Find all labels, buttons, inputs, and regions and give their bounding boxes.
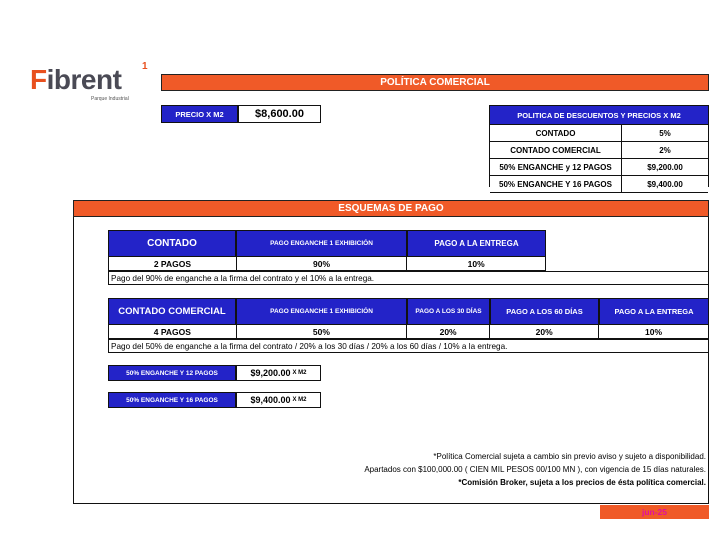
discount-row (490, 159, 708, 176)
discount-row (490, 176, 708, 193)
comercial-col-enganche: PAGO ENGANCHE 1 EXHIBICIÓN (236, 298, 407, 325)
plan12-price (236, 365, 321, 381)
discount-table-title: POLITICA DE DESCUENTOS Y PRECIOS X M2 (490, 106, 708, 125)
comercial-value: 10% (599, 325, 709, 339)
discount-value: 2% (659, 145, 671, 155)
price-value: $8,600.00 (238, 105, 321, 123)
plan12-unit: X M2 (292, 370, 307, 376)
plan16-value: $9,400.00 (250, 395, 291, 405)
contado-value: 2 PAGOS (109, 257, 237, 271)
comercial-note: Pago del 50% de enganche a la firma del contrato / 20% a los 30 días / 20% a los 60 días / 10% a la entrega. (108, 339, 709, 353)
plan16-unit: X M2 (292, 397, 307, 403)
contado-col-entrega: PAGO A LA ENTREGA (407, 230, 546, 257)
footnote-policy: *Política Comercial sujeta a cambio sin previo aviso y sujeto a disponibilidad. (433, 452, 706, 461)
page-title (161, 74, 709, 91)
contado-values-row (108, 257, 546, 271)
discount-value: 5% (659, 128, 671, 138)
price-label: PRECIO X M2 (161, 105, 238, 123)
page-title-text: POLÍTICA COMERCIAL (380, 77, 490, 88)
fibrent-logo (30, 63, 160, 107)
contado-value: 90% (237, 257, 407, 271)
discount-row (490, 125, 708, 142)
plan16-label: 50% ENGANCHE Y 16 PAGOS (108, 392, 236, 408)
comercial-values-row (108, 325, 709, 339)
schemes-title (73, 200, 709, 217)
logo-superscript: 1 (142, 61, 148, 72)
comercial-col-30: PAGO A LOS 30 DÍAS (407, 298, 490, 325)
logo-tagline: Parque Industrial (91, 96, 129, 102)
contado-note: Pago del 90% de enganche a la firma del contrato y el 10% a la entrega. (108, 271, 709, 285)
contado-value: 10% (407, 257, 546, 271)
discount-table (489, 105, 709, 187)
comercial-col-60: PAGO A LOS 60 DÍAS (490, 298, 599, 325)
discount-value: $9,200.00 (647, 162, 683, 172)
comercial-col-entrega: PAGO A LA ENTREGA (599, 298, 709, 325)
schemes-title-text: ESQUEMAS DE PAGO (338, 203, 444, 214)
discount-label: 50% ENGANCHE Y 16 PAGOS (490, 176, 622, 192)
comercial-value: 20% (407, 325, 490, 339)
plan12-label: 50% ENGANCHE Y 12 PAGOS (108, 365, 236, 381)
comercial-header: CONTADO COMERCIAL (108, 298, 236, 325)
discount-label: CONTADO COMERCIAL (490, 142, 622, 158)
comercial-value: 50% (237, 325, 407, 339)
discount-label: CONTADO (490, 125, 622, 141)
logo-brand: Fibrent (30, 64, 122, 95)
date-badge: jun-25 (600, 505, 709, 519)
footnote-apartados: Apartados con $100,000.00 ( CIEN MIL PESOS 00/100 MN ), con vigencia de 15 días naturales. (364, 465, 706, 474)
contado-header: CONTADO (108, 230, 236, 257)
discount-value: $9,400.00 (647, 179, 683, 189)
comercial-value: 4 PAGOS (109, 325, 237, 339)
plan16-price (236, 392, 321, 408)
footnote-broker: *Comisión Broker, sujeta a los precios de ésta política comercial. (458, 478, 706, 487)
discount-row (490, 142, 708, 159)
contado-col-enganche: PAGO ENGANCHE 1 EXHIBICIÓN (236, 230, 407, 257)
discount-label: 50% ENGANCHE y 12 PAGOS (490, 159, 622, 175)
plan12-value: $9,200.00 (250, 368, 291, 378)
comercial-value: 20% (490, 325, 599, 339)
